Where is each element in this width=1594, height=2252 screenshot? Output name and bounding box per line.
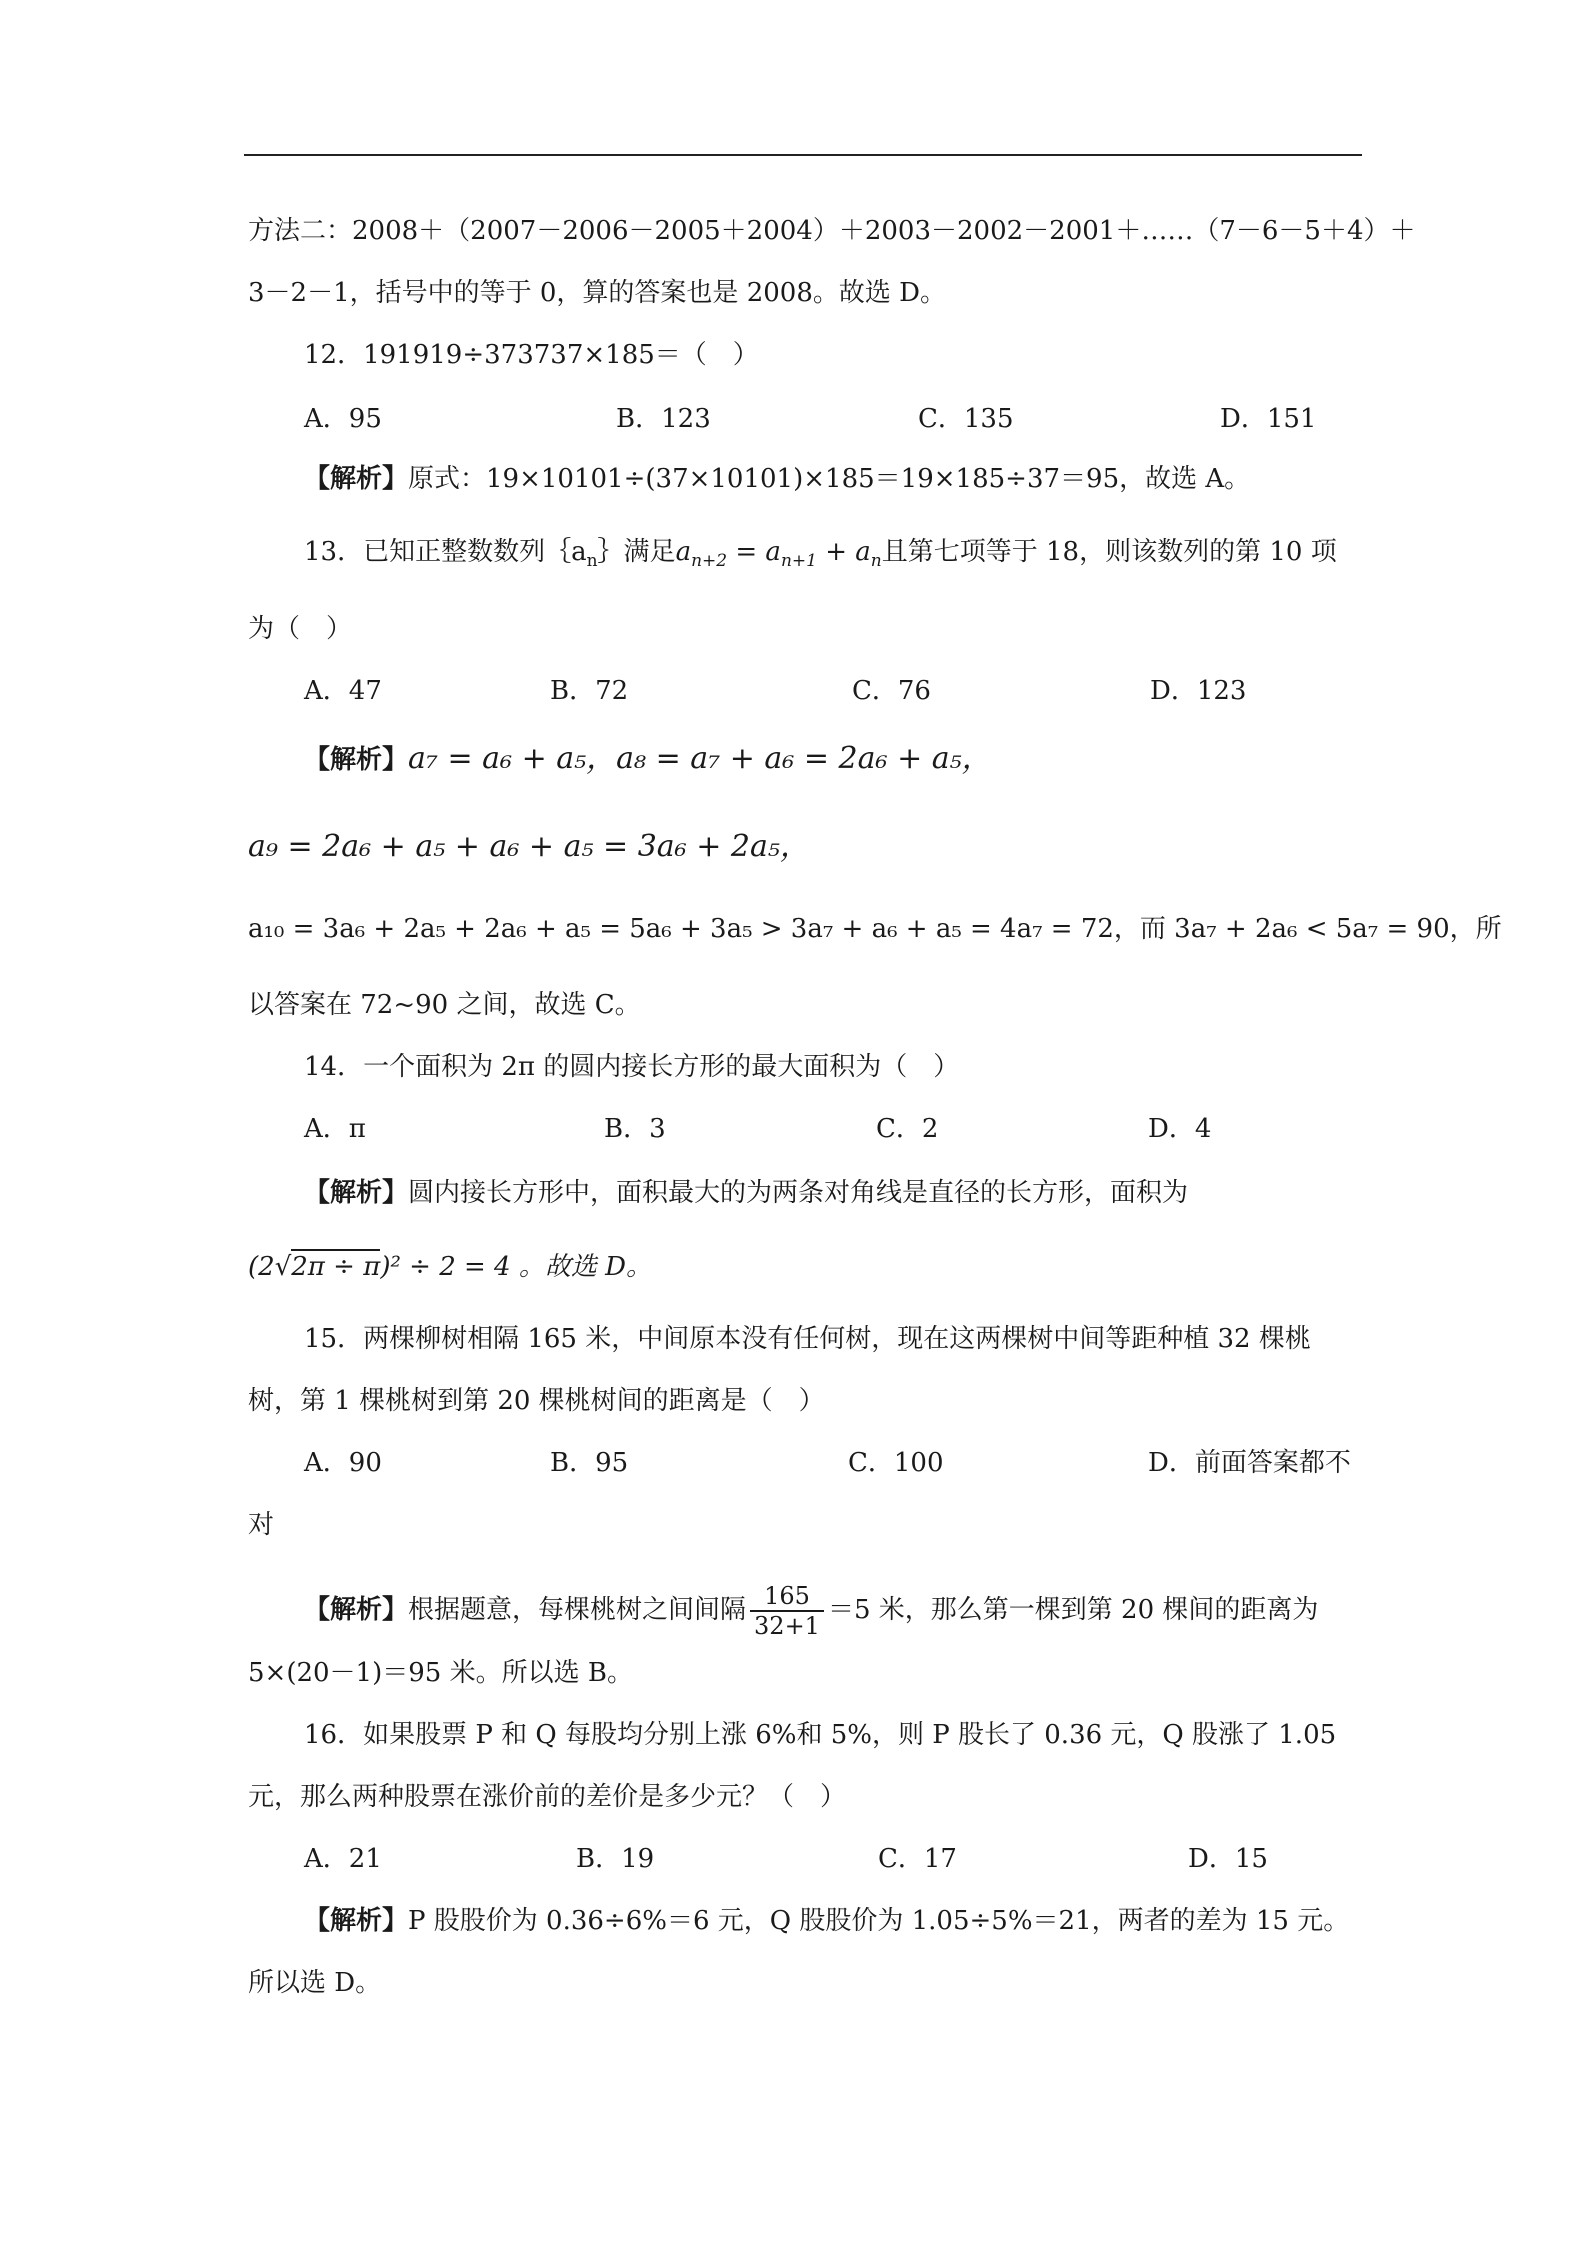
q13-solution-4: 以答案在 72~90 之间，故选 C。: [248, 990, 641, 1020]
q12-option-c: C．135: [918, 404, 1014, 434]
q13-option-a: A．47: [304, 676, 382, 706]
q13-solution-1: 【解析】a₇ = a₆ + a₅，a₈ = a₇ + a₆ = 2a₆ + a₅，: [304, 741, 992, 776]
q15-option-d-cont: 对: [248, 1510, 275, 1540]
q15-option-c: C．100: [848, 1448, 944, 1478]
q16-option-c: C．17: [878, 1844, 957, 1874]
q14-option-d: D．4: [1148, 1114, 1212, 1144]
solution-tag: 【解析】: [304, 464, 409, 494]
method-two-line-1: 方法二：2008＋（2007－2006－2005＋2004）＋2003－2002－2001＋……（7－6－5＋4）＋: [248, 216, 1416, 246]
q15-solution-1: 【解析】根据题意，每棵桃树之间间隔 $\frac{165}{32+1}$ ＝5 米，那么第一棵到第 20 棵间的距离为: [304, 1582, 1319, 1640]
question-16-line-2: 元，那么两种股票在涨价前的差价是多少元？（ ）: [248, 1782, 847, 1812]
q15-option-d: D．前面答案都不: [1148, 1448, 1351, 1478]
q16-option-d: D．15: [1188, 1844, 1268, 1874]
q12-solution: 【解析】原式：19×10101÷(37×10101)×185＝19×185÷37＝95，故选 A。: [304, 464, 1251, 494]
question-14: 14．一个面积为 2π 的圆内接长方形的最大面积为（ ）: [304, 1052, 960, 1082]
q14-option-c: C．2: [876, 1114, 939, 1144]
q13-solution-2: a₉ = 2a₆ + a₅ + a₆ + a₅ = 3a₆ + 2a₅，: [248, 829, 810, 864]
q15-option-b: B．95: [550, 1448, 629, 1478]
q12-option-a: A．95: [304, 404, 382, 434]
question-13: 13．已知正整数数列$\{a_n\}$满足$a_{n+2} = a_{n+1} + a_n$且第七项等于 18，则该数列的第 10 项: [304, 537, 1337, 572]
q13-option-b: B．72: [550, 676, 629, 706]
q12-option-b: B．123: [616, 404, 711, 434]
q14-option-b: B．3: [604, 1114, 666, 1144]
question-12: 12．191919÷373737×185＝（ ）: [304, 340, 759, 370]
question-13-cont: 为（ ）: [248, 614, 353, 644]
q16-option-a: A．21: [304, 1844, 382, 1874]
q14-option-a: A．π: [304, 1114, 366, 1144]
question-15-line-2: 树，第 1 棵桃树到第 20 棵桃树间的距离是（ ）: [248, 1386, 825, 1416]
q14-solution-1: 【解析】圆内接长方形中，面积最大的为两条对角线是直径的长方形，面积为: [304, 1178, 1189, 1208]
question-16-line-1: 16．如果股票 P 和 Q 每股均分别上涨 6%和 5%，则 P 股长了 0.36 元，Q 股涨了 1.05: [304, 1720, 1337, 1750]
sqrt-sign: √: [274, 1252, 292, 1282]
q13-option-d: D．123: [1150, 676, 1247, 706]
q14-solution-2: (2√2π ÷ π)² ÷ 2 = 4 。故选 D。: [248, 1250, 652, 1284]
q15-solution-2: 5×(20－1)＝95 米。所以选 B。: [248, 1658, 633, 1688]
fraction: $\frac{165}{32+1}$: [750, 1582, 824, 1640]
q12-option-d: D．151: [1220, 404, 1317, 434]
recurrence-formula: $a_{n+2} = a_{n+1} + a_n$: [675, 537, 882, 572]
q15-option-a: A．90: [304, 1448, 382, 1478]
q13-option-c: C．76: [852, 676, 931, 706]
q13-solution-3: a₁₀ = 3a₆ + 2a₅ + 2a₆ + a₅ = 5a₆ + 3a₅ > 3a₇ + a₆ + a₅ = 4a₇ = 72，而 3a₇ + 2a₆ < 5a₇ = 90，所: [248, 914, 1502, 944]
q16-solution-2: 所以选 D。: [248, 1968, 382, 1998]
q16-solution-1: 【解析】P 股股价为 0.36÷6%＝6 元，Q 股股价为 1.05÷5%＝21，两者的差为 15 元。: [304, 1906, 1350, 1936]
q16-option-b: B．19: [576, 1844, 655, 1874]
method-two-line-2: 3－2－1，括号中的等于 0，算的答案也是 2008。故选 D。: [248, 278, 946, 308]
header-rule: [244, 154, 1362, 156]
question-15-line-1: 15．两棵柳树相隔 165 米，中间原本没有任何树，现在这两棵树中间等距种植 32 棵桃: [304, 1324, 1311, 1354]
